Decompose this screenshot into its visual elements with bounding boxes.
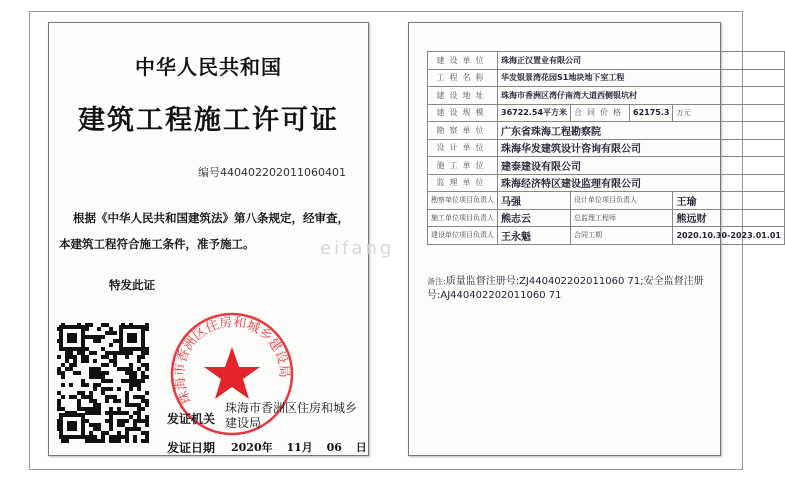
star-icon <box>204 347 260 399</box>
permit-details-page <box>408 22 781 456</box>
remark-label: 备注: <box>427 277 446 286</box>
table-cell: 广东省珠海工程勘察院 <box>498 122 785 140</box>
table-row <box>428 104 785 122</box>
table-cell: 合同价格 <box>571 104 630 122</box>
country-title: 中华人民共和国 <box>135 55 282 79</box>
table-cell: 王瑜 <box>673 192 785 210</box>
table-row <box>428 174 785 192</box>
table-row <box>428 122 785 140</box>
table-cell: 建设地址 <box>428 87 498 105</box>
svg-text:珠海市香洲区住房和城乡建设局: 珠海市香洲区住房和城乡建设局 <box>172 315 292 407</box>
table-cell: 监理单位 <box>428 174 498 192</box>
watermark: eifang <box>320 238 395 259</box>
remark-value: 质量监督注册号:ZJ440402202011060 71;安全监督注册号:AJ440402202011060 71 <box>427 276 704 301</box>
issue-date-label: 发证日期 <box>167 441 216 455</box>
table-row <box>428 87 785 105</box>
table-cell: 勘察单位 <box>428 122 498 140</box>
table-row <box>428 52 785 70</box>
table-row <box>428 227 785 245</box>
table-cell: 施工单位项目负责人 <box>428 209 498 227</box>
table-row <box>428 209 785 227</box>
table-cell: 工程名称 <box>428 69 498 87</box>
issued-note: 特发此证 <box>109 278 155 292</box>
issuer-value: 珠海市香洲区住房和城乡建设局 <box>225 401 358 430</box>
table-cell: 总监理工程师 <box>571 209 673 227</box>
table-cell: 建设单位 <box>428 52 498 70</box>
table-cell: 建设单位项目负责人 <box>428 227 498 245</box>
permit-title: 建筑工程施工许可证 <box>78 105 339 136</box>
statement-line-2: 本建筑工程符合施工条件，准予施工。 <box>59 237 255 251</box>
project-info-table <box>427 51 785 245</box>
table-cell: 珠海市香洲区湾仔南湾大道西侧银坑村 <box>498 87 785 105</box>
table-cell: 设计单位项目负责人 <box>571 192 673 210</box>
table-cell: 华发银景湾花园S1地块地下室工程 <box>498 69 785 87</box>
statement-line-1: 根据《中华人民共和国建筑法》第八条规定，经审查， <box>73 211 349 225</box>
issuer-label: 发证机关 <box>167 412 216 426</box>
number-label: 编号 <box>198 166 221 179</box>
table-cell: 设计单位 <box>428 139 498 157</box>
permit-statement <box>59 205 364 257</box>
table-cell: 珠海华发建筑设计咨询有限公司 <box>498 139 785 157</box>
remarks <box>427 275 717 303</box>
number-value: 440402202011060401 <box>220 166 346 179</box>
table-cell: 36722.54平方米 <box>498 104 571 122</box>
table-cell: 2020.10.30-2023.01.01 <box>673 227 785 245</box>
table-cell: 万元 <box>673 104 785 122</box>
table-row <box>428 139 785 157</box>
table-cell: 马强 <box>498 192 571 210</box>
table-cell: 珠海经济特区建设监理有限公司 <box>498 174 785 192</box>
table-cell: 建设规模 <box>428 104 498 122</box>
table-cell: 熊远财 <box>673 209 785 227</box>
issue-date-value: 2020年 11月 06 日 <box>231 441 367 454</box>
table-cell: 62175.3 <box>630 104 673 122</box>
table-cell: 王永魁 <box>498 227 571 245</box>
table-cell: 建泰建设有限公司 <box>498 157 785 175</box>
qr-code <box>57 323 147 441</box>
permit-number <box>198 164 346 180</box>
table-cell: 施工单位 <box>428 157 498 175</box>
table-row <box>428 69 785 87</box>
table-row <box>428 157 785 175</box>
table-cell: 合同工期 <box>571 227 673 245</box>
table-row <box>428 192 785 210</box>
table-cell: 熊志云 <box>498 209 571 227</box>
table-cell: 珠海正汉置业有限公司 <box>498 52 785 70</box>
table-cell: 勘察单位项目负责人 <box>428 192 498 210</box>
